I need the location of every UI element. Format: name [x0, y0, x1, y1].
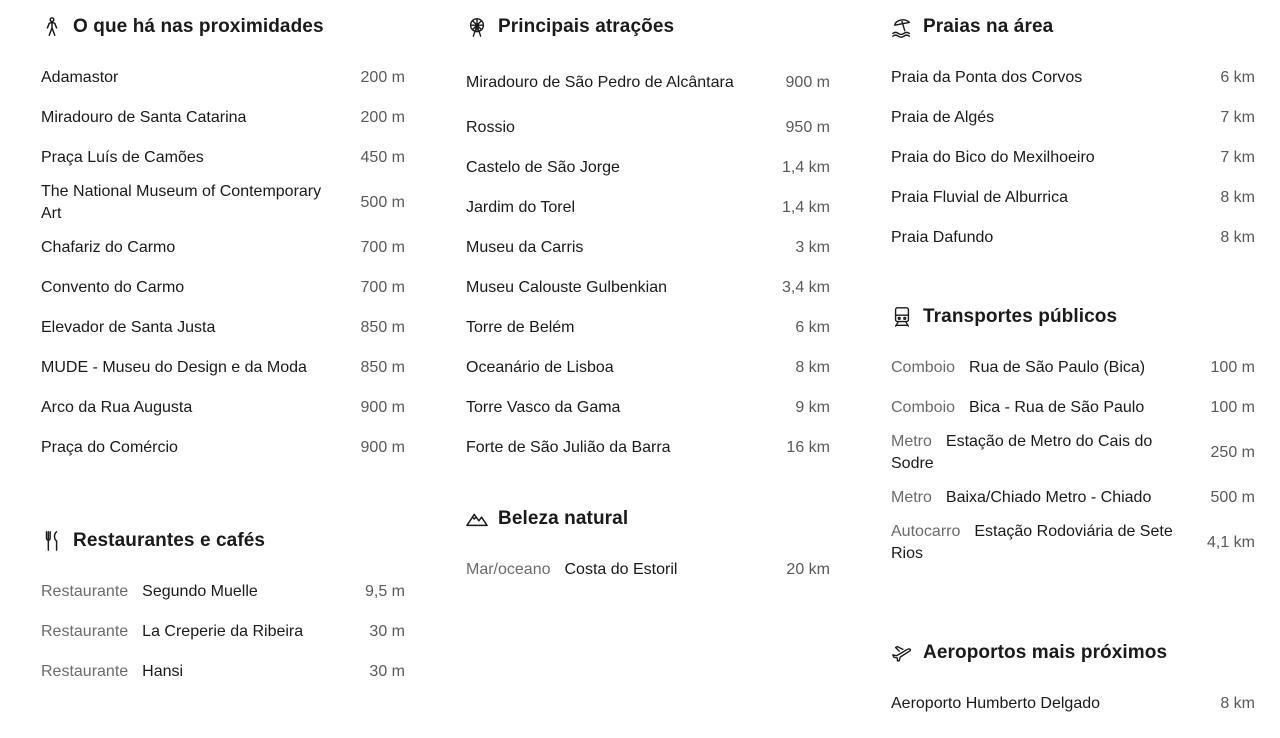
- item-name: La Creperie da Ribeira: [142, 623, 304, 640]
- item-distance: 900 m: [360, 399, 405, 416]
- item-category: Metro: [891, 433, 932, 450]
- fork-knife-icon: [41, 529, 63, 553]
- item-distance: 6 km: [795, 319, 830, 336]
- item-name-wrap: [41, 107, 361, 129]
- item-distance: 200 m: [360, 69, 405, 86]
- item-name: The National Museum of Contemporary Art: [41, 183, 322, 222]
- ferris-wheel-icon: [466, 15, 488, 39]
- transport-list: [891, 348, 1255, 568]
- list-item: [466, 348, 830, 388]
- item-name-wrap: [41, 317, 361, 339]
- section-title: Restaurantes e cafés: [73, 530, 266, 551]
- item-name: Chafariz do Carmo: [41, 239, 176, 256]
- item-distance: 850 m: [360, 359, 405, 376]
- section-title: Aeroportos mais próximos: [923, 642, 1168, 663]
- item-name: Miradouro de Santa Catarina: [41, 109, 247, 126]
- item-name: Estação de Metro do Cais do Sodre: [891, 433, 1153, 472]
- item-name: Praça Luís de Camões: [41, 149, 204, 166]
- item-distance: 4,1 km: [1206, 534, 1255, 551]
- item-distance: 250 m: [1210, 444, 1255, 461]
- item-distance: 950 m: [785, 119, 830, 136]
- item-distance: 200 m: [360, 109, 405, 126]
- item-name: Praia da Ponta dos Corvos: [891, 69, 1083, 86]
- item-name-wrap: [41, 357, 361, 379]
- item-name: Adamastor: [41, 69, 119, 86]
- list-item: [41, 178, 405, 228]
- item-distance: 3 km: [795, 239, 830, 256]
- item-name-wrap: [41, 181, 361, 225]
- section-header: [891, 12, 1255, 42]
- item-distance: 8 km: [1220, 229, 1255, 246]
- item-name: Baixa/Chiado Metro - Chiado: [945, 489, 1152, 506]
- list-item: [466, 268, 830, 308]
- item-distance: 1,4 km: [781, 159, 830, 176]
- item-name: Estação Rodoviária de Sete Rios: [891, 523, 1173, 562]
- item-name-wrap: [891, 67, 1220, 89]
- item-name-wrap: [466, 317, 795, 339]
- item-name-wrap: [466, 237, 795, 259]
- item-name-wrap: [891, 487, 1211, 509]
- item-name-wrap: [466, 117, 786, 139]
- item-distance: 9,5 m: [364, 583, 405, 600]
- item-name: Segundo Muelle: [142, 583, 258, 600]
- item-distance: 900 m: [360, 439, 405, 456]
- list-item: [41, 268, 405, 308]
- section-nearby: [41, 12, 405, 468]
- airports-list: [891, 684, 1255, 724]
- list-item: [891, 348, 1255, 388]
- item-name: Rossio: [466, 119, 515, 136]
- item-name-wrap: [891, 187, 1220, 209]
- item-name: Miradouro de São Pedro de Alcântara: [466, 74, 734, 91]
- item-name: Torre de Belém: [466, 319, 575, 336]
- item-name: Bica - Rua de São Paulo: [969, 399, 1145, 416]
- item-name-wrap: [466, 72, 786, 94]
- item-category: Restaurante: [41, 583, 129, 600]
- item-name: MUDE - Museu do Design e da Moda: [41, 359, 307, 376]
- list-item: [891, 518, 1255, 568]
- item-name: Museu Calouste Gulbenkian: [466, 279, 668, 296]
- item-name: Praia Fluvial de Alburrica: [891, 189, 1068, 206]
- section-title: Transportes públicos: [923, 306, 1118, 327]
- section-nature: [466, 504, 830, 590]
- item-name-wrap: [466, 277, 782, 299]
- item-category: Comboio: [891, 399, 956, 416]
- section-title: O que há nas proximidades: [73, 16, 324, 37]
- beaches-list: [891, 58, 1255, 258]
- item-name-wrap: [41, 397, 361, 419]
- list-item: [41, 58, 405, 98]
- item-name: Torre Vasco da Gama: [466, 399, 621, 416]
- item-name-wrap: [891, 147, 1220, 169]
- section-beaches: [891, 12, 1255, 258]
- item-category: Restaurante: [41, 663, 129, 680]
- item-name: Praia do Bico do Mexilhoeiro: [891, 149, 1095, 166]
- attractions-list: [466, 58, 830, 468]
- item-distance: 7 km: [1220, 109, 1255, 126]
- item-distance: 3,4 km: [781, 279, 830, 296]
- item-distance: 16 km: [786, 439, 830, 456]
- section-header: [466, 504, 830, 534]
- item-category: Mar/oceano: [466, 561, 551, 578]
- item-distance: 9 km: [795, 399, 830, 416]
- list-item: [891, 428, 1255, 478]
- item-distance: 8 km: [1220, 695, 1255, 712]
- item-name-wrap: [466, 197, 782, 219]
- section-title: Beleza natural: [498, 508, 629, 529]
- list-item: [41, 388, 405, 428]
- item-name-wrap: [891, 357, 1211, 379]
- item-name-wrap: [891, 431, 1211, 475]
- beach-umbrella-icon: [891, 15, 913, 39]
- section-header: [891, 638, 1255, 668]
- list-item: [891, 388, 1255, 428]
- item-distance: 500 m: [360, 194, 405, 211]
- section-restaurants: [41, 526, 405, 692]
- item-name: Elevador de Santa Justa: [41, 319, 216, 336]
- item-name: Jardim do Torel: [466, 199, 576, 216]
- item-name-wrap: [41, 67, 361, 89]
- item-name-wrap: [891, 693, 1220, 715]
- list-item: [466, 108, 830, 148]
- item-name-wrap: [891, 521, 1207, 565]
- list-item: [466, 188, 830, 228]
- item-distance: 850 m: [360, 319, 405, 336]
- section-title: Principais atrações: [498, 16, 675, 37]
- item-name-wrap: [466, 437, 786, 459]
- item-name-wrap: [466, 157, 782, 179]
- list-item: [41, 228, 405, 268]
- section-header: [41, 526, 405, 556]
- list-item: [891, 138, 1255, 178]
- item-name: Convento do Carmo: [41, 279, 185, 296]
- list-item: [41, 612, 405, 652]
- item-name: Forte de São Julião da Barra: [466, 439, 671, 456]
- list-item: [41, 652, 405, 692]
- item-name-wrap: [41, 621, 369, 643]
- section-header: [41, 12, 405, 42]
- list-item: [466, 148, 830, 188]
- item-category: Autocarro: [891, 523, 961, 540]
- list-item: [466, 388, 830, 428]
- item-distance: 8 km: [795, 359, 830, 376]
- section-header: [891, 302, 1255, 332]
- list-item: [41, 138, 405, 178]
- list-item: [466, 550, 830, 590]
- item-category: Comboio: [891, 359, 956, 376]
- list-item: [891, 218, 1255, 258]
- item-name-wrap: [41, 437, 361, 459]
- item-distance: 8 km: [1220, 189, 1255, 206]
- item-name-wrap: [41, 661, 369, 683]
- nature-list: [466, 550, 830, 590]
- item-distance: 900 m: [785, 74, 830, 91]
- item-name-wrap: [41, 237, 361, 259]
- list-item: [891, 98, 1255, 138]
- airplane-icon: [891, 641, 913, 665]
- restaurants-list: [41, 572, 405, 692]
- list-item: [891, 58, 1255, 98]
- item-name-wrap: [891, 107, 1220, 129]
- section-header: [466, 12, 830, 42]
- list-item: [891, 478, 1255, 518]
- item-name-wrap: [466, 357, 795, 379]
- list-item: [41, 572, 405, 612]
- mountain-icon: [466, 507, 488, 531]
- section-transport: [891, 302, 1255, 568]
- item-category: Restaurante: [41, 623, 129, 640]
- item-distance: 30 m: [369, 663, 405, 680]
- item-distance: 7 km: [1220, 149, 1255, 166]
- list-item: [891, 684, 1255, 724]
- list-item: [466, 228, 830, 268]
- item-distance: 20 km: [786, 561, 830, 578]
- item-distance: 700 m: [360, 279, 405, 296]
- item-distance: 6 km: [1220, 69, 1255, 86]
- item-distance: 1,4 km: [781, 199, 830, 216]
- section-attractions: [466, 12, 830, 468]
- item-distance: 450 m: [360, 149, 405, 166]
- item-name: Museu da Carris: [466, 239, 584, 256]
- item-distance: 500 m: [1210, 489, 1255, 506]
- item-name-wrap: [466, 397, 795, 419]
- list-item: [466, 428, 830, 468]
- item-name-wrap: [41, 581, 365, 603]
- item-name: Hansi: [142, 663, 184, 680]
- item-name-wrap: [41, 277, 361, 299]
- item-name-wrap: [466, 559, 786, 581]
- item-name-wrap: [891, 227, 1220, 249]
- list-item: [41, 348, 405, 388]
- item-name: Praia de Algés: [891, 109, 995, 126]
- item-name: Oceanário de Lisboa: [466, 359, 614, 376]
- item-distance: 100 m: [1210, 399, 1255, 416]
- item-name: Castelo de São Jorge: [466, 159, 620, 176]
- item-distance: 700 m: [360, 239, 405, 256]
- list-item: [891, 178, 1255, 218]
- item-distance: 30 m: [369, 623, 405, 640]
- item-name-wrap: [891, 397, 1211, 419]
- item-name: Praia Dafundo: [891, 229, 994, 246]
- item-name: Arco da Rua Augusta: [41, 399, 193, 416]
- list-item: [41, 428, 405, 468]
- section-title: Praias na área: [923, 16, 1054, 37]
- item-name-wrap: [41, 147, 361, 169]
- item-name: Rua de São Paulo (Bica): [969, 359, 1146, 376]
- item-name: Aeroporto Humberto Delgado: [891, 695, 1101, 712]
- nearby-list: [41, 58, 405, 468]
- list-item: [41, 98, 405, 138]
- person-walking-icon: [41, 15, 63, 39]
- train-icon: [891, 305, 913, 329]
- item-distance: 100 m: [1210, 359, 1255, 376]
- item-name: Costa do Estoril: [564, 561, 678, 578]
- list-item: [466, 308, 830, 348]
- list-item: [466, 58, 830, 108]
- item-category: Metro: [891, 489, 932, 506]
- item-name: Praça do Comércio: [41, 439, 178, 456]
- list-item: [41, 308, 405, 348]
- section-airports: [891, 638, 1255, 724]
